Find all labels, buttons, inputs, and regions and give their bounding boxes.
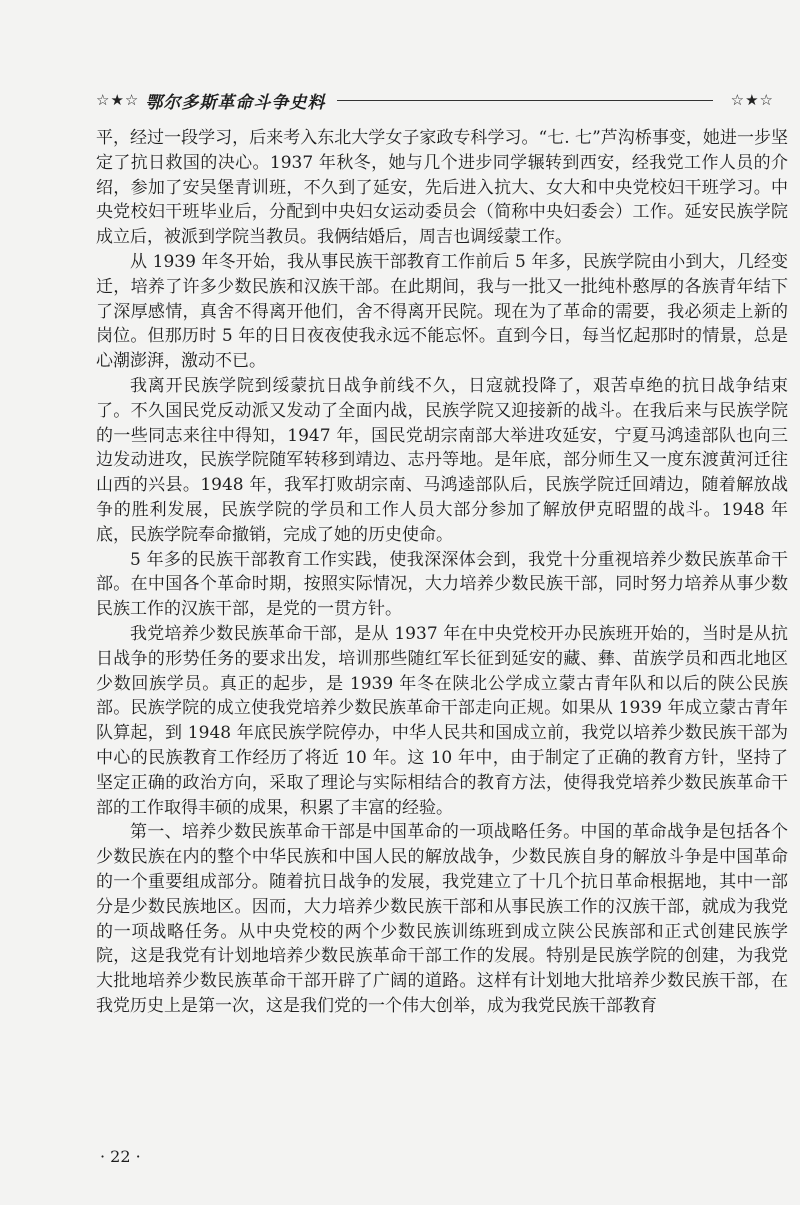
body-text [96, 126, 788, 1019]
header-rule [337, 100, 712, 101]
book-title: 鄂尔多斯革命斗争史料 [145, 92, 326, 113]
running-header [96, 86, 774, 114]
paragraph: 我党培养少数民族革命干部，是从 1937 年在中央党校开办民族班开始的，当时是从抗日战争的形势任务的要求出发，培训那些随红军长征到延安的藏、彝、苗族学员和西北地区少数回族学员。真正的起步，是 1939 年冬在陕北公学成立蒙古青年队和以后的陕公民族部。民族学院的成立使我党培养少数民族革命干部走向正规。如果从 1939 年成立蒙古青年队算起，到 1948 年底民族学院停办，中华人民共和国成立前，我党以培养少数民族干部为中心的民族教育工作经历了将近 10 年。这 10 年中，由于制定了正确的教育方针，坚持了坚定正确的政治方向，采取了理论与实际相结合的教育方法，使得我党培养少数民族革命干部的工作取得丰硕的成果，积累了丰富的经验。 [96, 623, 788, 818]
paragraph: 5 年多的民族干部教育工作实践，使我深深体会到，我党十分重视培养少数民族革命干部。在中国各个革命时期，按照实际情况，大力培养少数民族干部，同时努力培养从事少数民族工作的汉族干部，是党的一贯方针。 [96, 549, 788, 620]
paragraph: 从 1939 年冬开始，我从事民族干部教育工作前后 5 年多，民族学院由小到大，几经变迁，培养了许多少数民族和汉族干部。在此期间，我与一批又一批纯朴憨厚的各族青年结下了深厚感情，真舍不得离开他们，舍不得离开民院。现在为了革命的需要，我必须走上新的岗位。但那历时 5 年的日日夜夜使我永远不能忘怀。直到今日，每当忆起那时的情景，总是心潮澎湃，激动不已。 [96, 251, 788, 372]
star-ornament-left-icon: ☆★☆ [96, 91, 140, 109]
paragraph: 我离开民族学院到绥蒙抗日战争前线不久，日寇就投降了，艰苦卓绝的抗日战争结束了。不久国民党反动派又发动了全面内战，民族学院又迎接新的战斗。在我后来与民族学院的一些同志来往中得知，1947 年，国民党胡宗南部大举进攻延安，宁夏马鸿逵部队也向三边发动进攻，民族学院随军转移到靖边、志丹等地。是年底，部分师生又一度东渡黄河迁往山西的兴县。1948 年，我军打败胡宗南、马鸿逵部队后，民族学院迁回靖边，随着解放战争的胜利发展，民族学院的学员和工作人员大部分参加了解放伊克昭盟的战斗。1948 年底，民族学院奉命撤销，完成了她的历史使命。 [96, 375, 788, 545]
star-ornament-right-icon: ☆★☆ [730, 91, 774, 109]
page-number: · 22 · [100, 1147, 141, 1166]
paragraph: 第一、培养少数民族革命干部是中国革命的一项战略任务。中国的革命战争是包括各个少数民族在内的整个中华民族和中国人民的解放战争，少数民族自身的解放斗争是中国革命的一个重要组成部分。随着抗日战争的发展，我党建立了十几个抗日革命根据地，其中一部分是少数民族地区。因而，大力培养少数民族干部和从事民族工作的汉族干部，就成为我党的一项战略任务。从中央党校的两个少数民族训练班到成立陕公民族部和正式创建民族学院，这是我党有计划地培养少数民族革命干部工作的发展。特别是民族学院的创建，为我党大批地培养少数民族革命干部开辟了广阔的道路。这样有计划地大批培养少数民族干部，在我党历史上是第一次，这是我们党的一个伟大创举，成为我党民族干部教育 [96, 822, 788, 1016]
paragraph: 平，经过一段学习，后来考入东北大学女子家政专科学习。“七. 七”芦沟桥事变，她进一步坚定了抗日救国的决心。1937 年秋冬，她与几个进步同学辗转到西安，经我党工作人员的介绍，参加了安吴堡青训班，不久到了延安，先后进入抗大、女大和中央党校妇干班学习。中央党校妇干班毕业后，分配到中央妇女运动委员会（简称中央妇委会）工作。延安民族学院成立后，被派到学院当教员。我俩结婚后，周吉也调绥蒙工作。 [96, 128, 788, 248]
